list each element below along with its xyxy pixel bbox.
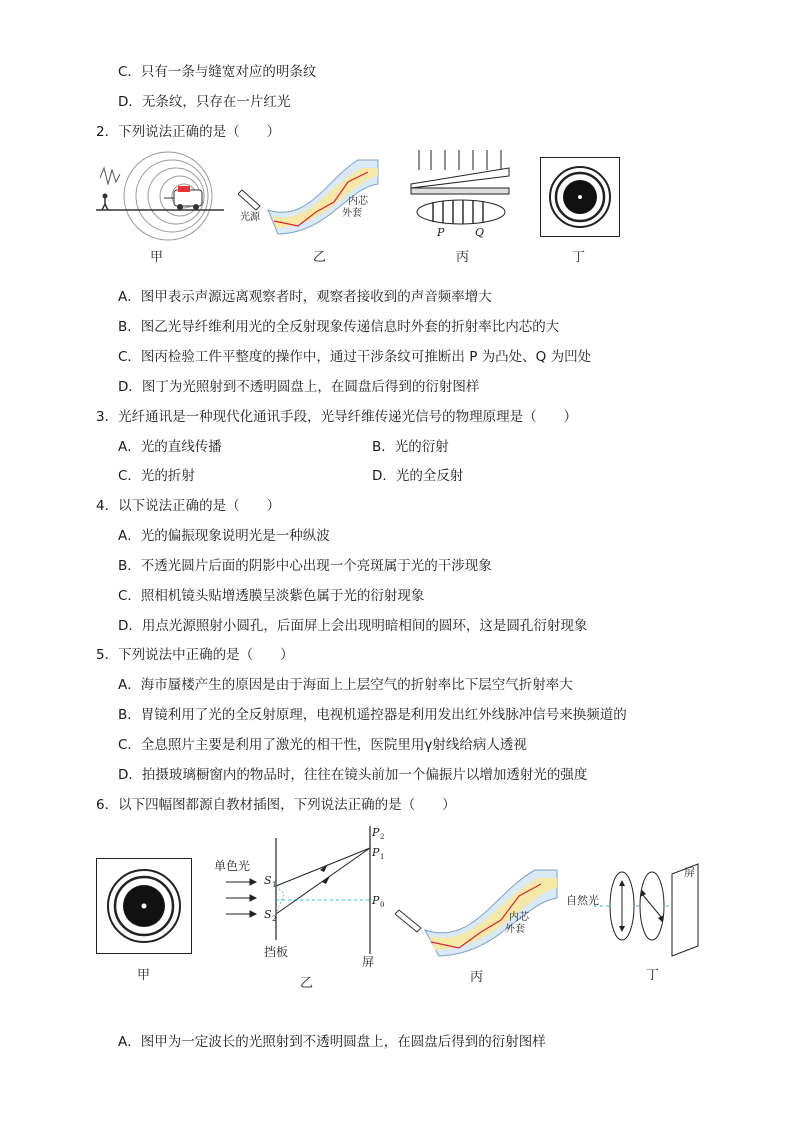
q2-option-a: A．图甲表示声源远离观察者时，观察者接收到的声音频率增大: [118, 289, 492, 305]
q1-option-c: C．只有一条与缝宽对应的明条纹: [118, 64, 317, 80]
q6-label-natural-light: 自然光: [566, 894, 599, 907]
q2-label-light-source: 光源: [240, 212, 260, 223]
q6-label-p2: P: [372, 826, 380, 839]
q6-label-screen: 屏: [362, 955, 375, 968]
q6-caption-ding: 丁: [646, 968, 660, 983]
q3-option-d: D．光的全反射: [372, 468, 464, 484]
q6-figure-jia: [96, 858, 192, 954]
q2-option-b: B．图乙光导纤维利用光的全反射现象传递信息时外套的折射率比内芯的大: [118, 319, 560, 335]
q6-label-s1: S: [264, 874, 272, 887]
q6-label-cladding: 外套: [505, 924, 525, 935]
q6-caption-yi: 乙: [300, 976, 314, 991]
q2-caption-yi: 乙: [313, 250, 327, 265]
q2-label-cladding: 外套: [342, 208, 362, 219]
q6-label-p1: P: [372, 846, 380, 859]
q6-label-p2-sub: 2: [380, 833, 385, 841]
q2-stem: 2．下列说法正确的是（ ）: [96, 124, 281, 140]
q6-label-core: 内芯: [509, 912, 529, 923]
q5-stem: 5．下列说法中正确的是（ ）: [96, 647, 294, 663]
q4-option-b: B．不透光圆片后面的阴影中心出现一个亮斑属于光的干涉现象: [118, 558, 492, 574]
q2-label-q: Q: [475, 226, 485, 238]
q3-option-c: C．光的折射: [118, 468, 195, 484]
q4-stem: 4．以下说法正确的是（ ）: [96, 498, 281, 514]
q6-option-a: A．图甲为一定波长的光照射到不透明圆盘上，在圆盘后得到的衍射图样: [118, 1034, 546, 1050]
q2-caption-bing: 丙: [456, 250, 470, 265]
q5-option-b: B．胃镜利用了光的全反射原理，电视机遥控器是利用发出红外线脉冲信号来换频道的: [118, 707, 627, 723]
q2-label-p: P: [437, 226, 445, 238]
q2-caption-ding: 丁: [572, 250, 586, 265]
q5-option-c: C．全息照片主要是利用了激光的相干性，医院里用γ射线给病人透视: [118, 737, 527, 753]
q2-figure-bing: [405, 148, 517, 238]
q6-label-screen2: 屏: [684, 866, 695, 879]
q6-caption-jia: 甲: [137, 968, 151, 983]
q6-label-p1-sub: 1: [380, 853, 385, 861]
q6-figure-bing: [395, 858, 565, 958]
q3-option-b: B．光的衍射: [372, 439, 449, 455]
q2-figure-jia: [96, 150, 226, 242]
q6-label-p0: P: [372, 894, 380, 907]
q4-option-a: A．光的偏振现象说明光是一种纵波: [118, 528, 330, 544]
q6-label-s1-sub: 1: [272, 881, 277, 889]
q3-stem: 3．光纤通讯是一种现代化通讯手段，光导纤维传递光信号的物理原理是（ ）: [96, 409, 578, 425]
q2-option-c: C．图丙检验工件平整度的操作中，通过干涉条纹可推断出 P 为凸处、Q 为凹处: [118, 349, 592, 365]
q6-label-s2: S: [264, 908, 272, 921]
q2-figure-ding: [540, 157, 620, 237]
q1-option-d: D．无条纹，只存在一片红光: [118, 94, 291, 110]
q6-caption-bing: 丙: [470, 970, 484, 985]
q6-label-mono-light: 单色光: [214, 859, 251, 873]
q6-label-baffle: 挡板: [264, 945, 289, 959]
q6-stem: 6．以下四幅图都源自教材插图，下列说法正确的是（ ）: [96, 797, 456, 813]
q6-label-p0-sub: 0: [380, 901, 385, 909]
q3-option-a: A．光的直线传播: [118, 439, 222, 455]
q5-option-d: D．拍摄玻璃橱窗内的物品时，往往在镜头前加一个偏振片以增加透射光的强度: [118, 767, 588, 783]
q4-option-c: C．照相机镜头贴增透膜呈淡紫色属于光的衍射现象: [118, 588, 425, 604]
q2-label-core: 内芯: [348, 196, 368, 207]
q4-option-d: D．用点光源照射小圆孔，后面屏上会出现明暗相间的圆环，这是圆孔衍射现象: [118, 618, 588, 634]
q2-figure-yi: [238, 148, 388, 238]
q5-option-a: A．海市蜃楼产生的原因是由于海面上上层空气的折射率比下层空气折射率大: [118, 677, 573, 693]
q6-label-s2-sub: 2: [272, 915, 277, 923]
q2-option-d: D．图丁为光照射到不透明圆盘上，在圆盘后得到的衍射图样: [118, 379, 480, 395]
q2-caption-jia: 甲: [150, 250, 164, 265]
q6-figure-ding: [562, 860, 702, 960]
q6-figure-yi: [206, 822, 402, 968]
